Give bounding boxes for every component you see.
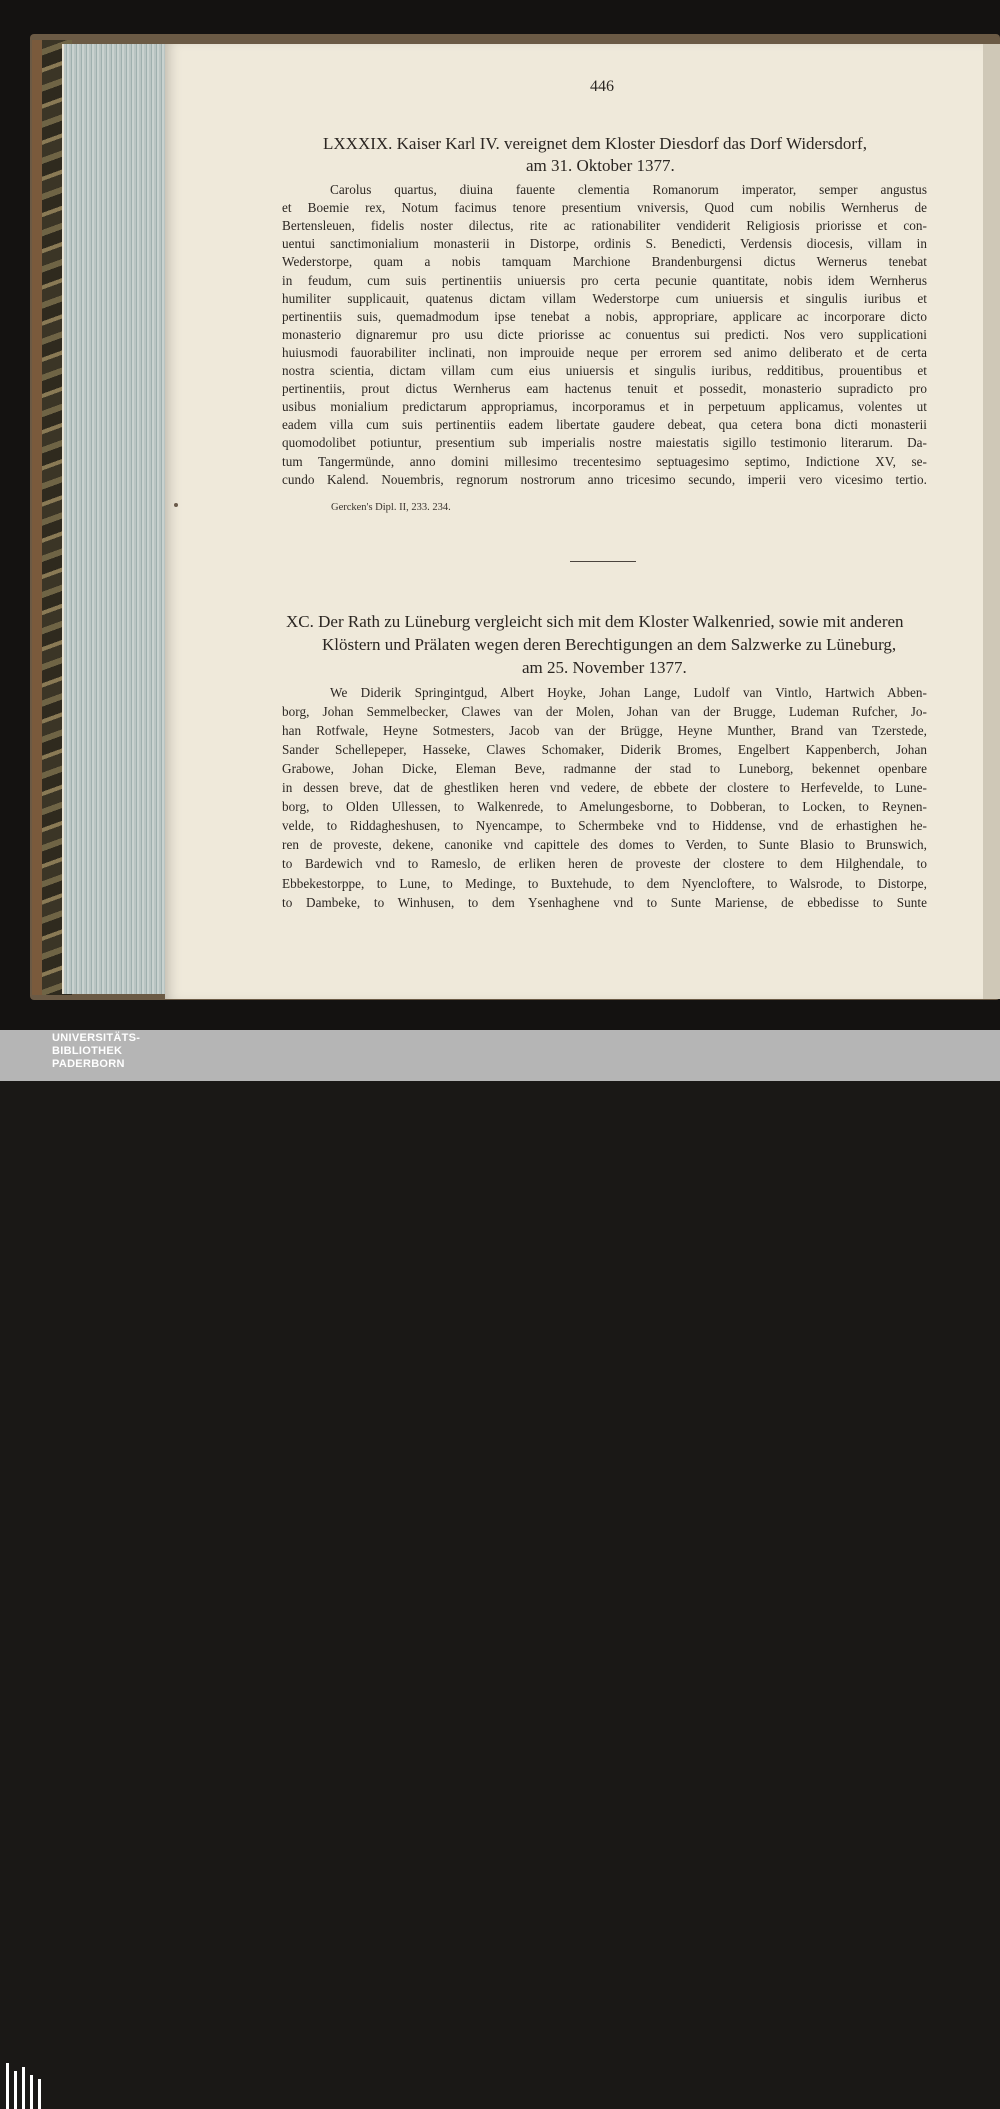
section1-body-line: nostra scientia, dictam villam cum eius uniuersis et singulis iuribus, redditibus, prouentibus et — [282, 363, 927, 378]
section1-body-line: Wederstorpe, quam a nobis tamquam Marchione Brandenburgensi dictus Wernerus tenebat — [282, 254, 927, 270]
section1-body-line: usibus monialium predictarum appropriamus, incorporamus et in perpetuum applicamus, volentes ut — [282, 399, 927, 415]
library-footer — [0, 1030, 1000, 1081]
page-number: 446 — [590, 78, 614, 95]
section2-body-line: in dessen breve, dat de ghestliken heren vnd vedere, de ebbete der clostere to Herfevelde, to Lune- — [282, 780, 927, 796]
logo-line-1: UNIVERSITÄTS- — [52, 1032, 141, 1044]
section1-body-line: pertinentiis, prout dictus Wernherus eam hactenus tenuit et possedit, monasterio supradicto pro — [282, 381, 927, 397]
logo-line-3: PADERBORN — [52, 1058, 125, 1070]
section-divider — [570, 561, 636, 562]
section2-body-line: Grabowe, Johan Dicke, Eleman Beve, radmanne der stad to Luneborg, bekennet openbare — [282, 761, 927, 777]
right-page-edge — [983, 44, 1000, 999]
spine-strip — [32, 40, 42, 995]
section1-body-line: eadem villa cum suis pertinentiis eadem libertate gaudere debeat, qua cetera bona dicti monasterii — [282, 417, 927, 433]
section2-heading-line-1: XC. Der Rath zu Lüneburg vergleicht sich mit dem Kloster Walkenried, sowie mit anderen — [286, 612, 904, 631]
section2-body-line: to Dambeke, to Winhusen, to dem Ysenhaghene vnd to Sunte Mariense, de ebbedisse to Sunte — [282, 894, 927, 910]
section2-body-line: han Rotfwale, Heyne Sotmesters, Jacob van der Brügge, Heyne Munther, Brand van Tzerstede, — [282, 723, 927, 739]
section1-body-line: cundo Kalend. Nouembris, regnorum nostrorum anno tricesimo secundo, imperii vero vicesimo tertio. — [282, 471, 927, 487]
section1-body-line: monasterio dignaremur pro usu dicte priorisse ac conuentus sui predicti. Nos vero supplicationi — [282, 326, 927, 342]
section1-heading-line-2: am 31. Oktober 1377. — [526, 156, 675, 175]
section2-body-line: Ebbekestorppe, to Lune, to Medinge, to Buxtehude, to dem Nyencloftere, to Walsrode, to Distorpe, — [282, 875, 927, 891]
section2-body-line: ren de proveste, dekene, canonike vnd capittele des domes to Verden, to Sunte Blasio to Brunswich, — [282, 837, 927, 853]
section2-body-line: We Diderik Springintgud, Albert Hoyke, Johan Lange, Ludolf van Vintlo, Hartwich Abben- — [330, 685, 927, 700]
section1-body-line: humiliter supplicauit, quatenus dictam villam Wederstorpe cum uniuersis et singulis iuribus et — [282, 290, 927, 306]
page-edges — [62, 44, 170, 994]
section1-body-line: Carolus quartus, diuina fauente clementia Romanorum imperator, semper angustus — [330, 182, 927, 197]
section1-source: Gercken's Dipl. II, 233. 234. — [331, 502, 451, 513]
library-logo-icon — [0, 2063, 50, 2109]
scan-background — [0, 0, 1000, 1030]
section2-heading-line-3: am 25. November 1377. — [522, 658, 687, 677]
section2-body-line: velde, to Riddagheshusen, to Nyencampe, to Schermbeke vnd to Hiddense, vnd de erhastighen he- — [282, 818, 927, 834]
section1-heading-line-1: LXXXIX. Kaiser Karl IV. vereignet dem Kloster Diesdorf das Dorf Widersdorf, — [323, 134, 867, 153]
section2-heading-line-2: Klöstern und Prälaten wegen deren Berechtigungen an dem Salzwerke zu Lüneburg, — [322, 635, 897, 654]
section2-body-line: to Bardewich vnd to Rameslo, de erliken heren de proveste der clostere to dem Hilghendale, to — [282, 856, 927, 872]
section1-body-line: et Boemie rex, Notum facimus tenore presentium vniversis, Quod cum nobilis Wernherus de — [282, 200, 927, 216]
section1-body-line: uentui sanctimonialium monasterii in Distorpe, ordinis S. Benedicti, Verdensis diocesis, villam in — [282, 236, 927, 252]
ink-spot — [174, 503, 178, 507]
section2-body-line: borg, Johan Semmelbecker, Clawes van der Molen, Johan van der Brugge, Ludeman Rufcher, Jo- — [282, 704, 927, 720]
section1-body-line: huiusmodi fauorabiliter inclinati, non improuide neque per errorem sed animo deliberato et de certa — [282, 344, 927, 360]
logo-line-2: BIBLIOTHEK — [52, 1045, 123, 1057]
section1-body-line: quomodolibet potiuntur, presentium sub imperialis nostre maiestatis sigillo testimonio literarum. Da- — [282, 435, 927, 451]
section2-body-line: Sander Schellepeper, Hasseke, Clawes Schomaker, Diderik Bromes, Engelbert Kappenberch, Johan — [282, 742, 927, 758]
section1-body-line: pertinentiis suis, quemadmodum ipse tenebat a nobis, appropriare, applicare ac incorporare dicto — [282, 308, 927, 324]
section1-body-line: tum Tangermünde, anno domini millesimo trecentesimo septuagesimo septimo, Indictione XV, se- — [282, 453, 927, 469]
section1-body-line: in feudum, cum suis pertinentiis uniuersis pro certa pecunie quantitate, nobis idem Wernherus — [282, 272, 927, 288]
section2-body-line: borg, to Olden Ullessen, to Walkenrede, to Amelungesborne, to Dobberan, to Locken, to Reynen- — [282, 799, 927, 815]
section1-body-line: Bertensleuen, fidelis noster dilectus, rite ac rationabiliter vendiderit Religiosis priorisse et con- — [282, 218, 927, 234]
